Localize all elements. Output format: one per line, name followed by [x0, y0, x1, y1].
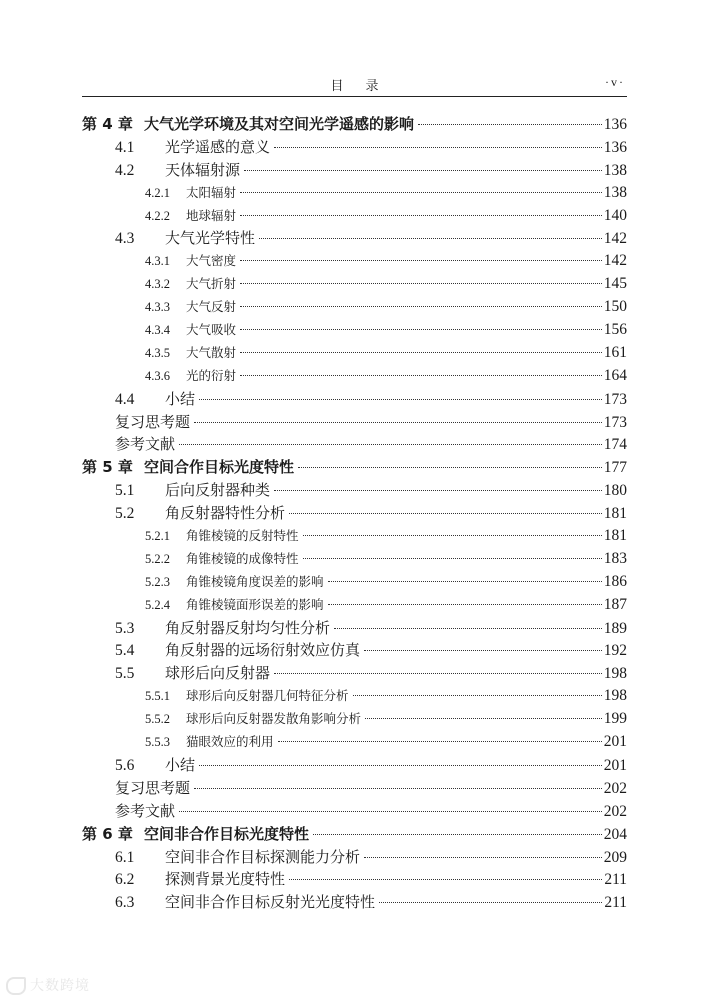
toc-entry-title: 大气光学环境及其对空间光学遥感的影响: [144, 115, 415, 133]
toc-entry-sub[interactable]: [82, 273, 627, 296]
dot-leader: [244, 170, 602, 171]
toc-entry-sub[interactable]: [82, 548, 627, 571]
toc-entry-chapter[interactable]: [82, 113, 627, 136]
toc-entry-sub[interactable]: [82, 731, 627, 754]
toc-entry-number: 6.2: [115, 871, 135, 889]
toc-entry-page: 201: [603, 756, 627, 774]
dot-leader: [328, 581, 602, 582]
dot-leader: [179, 811, 602, 812]
toc-entry-chapter[interactable]: [82, 823, 627, 846]
toc-entry-page: 164: [603, 366, 627, 384]
toc-entry-page: 161: [603, 343, 627, 361]
header-page-number: ·v·: [605, 75, 625, 89]
toc-entry-number: 4.2: [115, 161, 135, 179]
toc-entry-title: 复习思考题: [115, 778, 191, 797]
toc-entry-page: 183: [603, 549, 627, 567]
dot-leader: [298, 467, 602, 468]
toc-entry-sub[interactable]: [82, 365, 627, 388]
dot-leader: [240, 352, 602, 353]
toc-entry-number: 5.1: [115, 482, 135, 500]
toc-entry-title: 小结: [165, 755, 196, 774]
toc-entry-section[interactable]: [82, 479, 627, 502]
toc-entry-title: 角反射器特性分析: [165, 504, 286, 523]
toc-entry-number: 5.2.3: [145, 574, 170, 589]
toc-entry-title: 大气散射: [186, 344, 237, 360]
toc-entry-sub[interactable]: [82, 594, 627, 617]
dot-leader: [240, 192, 602, 193]
toc-entry-page: 140: [603, 206, 627, 224]
toc-entry-title: 光的衍射: [186, 367, 237, 383]
toc-entry-number: 5.2.2: [145, 551, 170, 566]
toc-entry-number: 5.4: [115, 642, 135, 660]
dot-leader: [334, 628, 602, 629]
toc-entry-extra[interactable]: [82, 433, 627, 456]
toc-entry-section[interactable]: [82, 502, 627, 525]
toc-entry-sub[interactable]: [82, 250, 627, 273]
dot-leader: [303, 535, 602, 536]
toc-entry-page: 192: [603, 642, 627, 660]
toc-entry-number: 5.2: [115, 505, 135, 523]
toc-entry-page: 142: [603, 252, 627, 270]
watermark: [6, 975, 90, 995]
toc-entry-page: 198: [603, 665, 627, 683]
dot-leader: [274, 147, 602, 148]
toc-entry-chapter[interactable]: [82, 456, 627, 479]
toc-entry-section[interactable]: [82, 136, 627, 159]
toc-entry-title: 空间合作目标光度特性: [144, 458, 295, 477]
toc-entry-section[interactable]: [82, 617, 627, 640]
toc-entry-page: 138: [603, 183, 627, 201]
dot-leader: [240, 375, 602, 376]
dot-leader: [418, 124, 602, 125]
toc-entry-section[interactable]: [82, 754, 627, 777]
toc-entry-number: 6.1: [115, 848, 135, 866]
toc-entry-number: 5.5.2: [145, 712, 170, 727]
toc-entry-section[interactable]: [82, 159, 627, 182]
toc-entry-title: 空间非合作目标反射光光度特性: [165, 893, 376, 912]
page-header: [82, 72, 627, 97]
toc-entry-page: 136: [603, 116, 627, 133]
toc-entry-page: 199: [603, 710, 627, 728]
toc-entry-number: 第 6 章: [82, 824, 133, 843]
dot-leader: [240, 260, 602, 261]
toc-entry-section[interactable]: [82, 891, 627, 914]
dot-leader: [240, 283, 602, 284]
dot-leader: [274, 490, 602, 491]
dot-leader: [379, 902, 602, 903]
header-title: 目录: [330, 79, 401, 94]
toc-entry-number: 4.1: [115, 138, 135, 156]
toc-entry-title: 大气反射: [186, 299, 237, 315]
dot-leader: [365, 718, 602, 719]
toc-entry-section[interactable]: [82, 227, 627, 250]
toc-entry-title: 角锥棱镜面形误差的影响: [186, 596, 324, 612]
toc-entry-title: 参考文献: [115, 801, 176, 820]
toc-entry-title: 角锥棱镜的成像特性: [186, 550, 299, 566]
toc-entry-section[interactable]: [82, 639, 627, 662]
dot-leader: [259, 238, 602, 239]
toc-entry-page: 174: [603, 436, 627, 454]
toc-entry-number: 4.2.1: [145, 185, 170, 200]
toc-entry-title: 大气折射: [186, 276, 237, 292]
dot-leader: [240, 329, 602, 330]
toc-entry-number: 第 5 章: [82, 458, 133, 477]
toc-entry-title: 后向反射器种类: [165, 481, 271, 500]
dot-leader: [289, 513, 602, 514]
toc-entry-page: 177: [603, 459, 627, 477]
dot-leader: [194, 788, 602, 789]
toc-entry-section[interactable]: [82, 868, 627, 891]
toc-entry-title: 复习思考题: [115, 412, 191, 431]
toc-entry-page: 186: [603, 572, 627, 590]
toc-entry-sub[interactable]: [82, 296, 627, 319]
dot-leader: [179, 444, 602, 445]
toc-entry-number: 4.3.2: [145, 277, 170, 292]
dot-leader: [240, 306, 602, 307]
toc-entry-page: 187: [603, 595, 627, 613]
toc-entry-sub[interactable]: [82, 205, 627, 228]
toc-entry-title: 空间非合作目标探测能力分析: [165, 847, 361, 866]
toc-entry-number: 5.5: [115, 665, 135, 683]
toc-entry-number: 6.3: [115, 894, 135, 912]
toc-entry-title: 光学遥感的意义: [165, 137, 271, 156]
toc-entry-page: 211: [604, 894, 627, 912]
toc-entry-title: 大气光学特性: [165, 229, 256, 248]
toc-entry-sub[interactable]: [82, 708, 627, 731]
table-of-contents: [82, 113, 627, 914]
toc-entry-page: 198: [603, 687, 627, 705]
toc-entry-page: 202: [603, 802, 627, 820]
dot-leader: [278, 741, 602, 742]
dot-leader: [240, 215, 602, 216]
toc-entry-number: 第 4 章: [82, 115, 133, 133]
toc-entry-number: 4.3.5: [145, 345, 170, 360]
watermark-text: 大数跨境: [30, 978, 90, 994]
toc-entry-extra[interactable]: [82, 800, 627, 823]
toc-entry-number: 4.4: [115, 390, 135, 408]
toc-entry-number: 4.3.3: [145, 300, 170, 315]
toc-entry-page: 136: [603, 138, 627, 156]
toc-entry-page: 150: [603, 298, 627, 316]
dot-leader: [364, 650, 602, 651]
dot-leader: [194, 422, 602, 423]
watermark-logo-icon: [6, 977, 26, 995]
toc-entry-title: 空间非合作目标光度特性: [144, 824, 310, 843]
toc-entry-number: 4.3.4: [145, 323, 170, 338]
dot-leader: [328, 604, 602, 605]
toc-entry-sub[interactable]: [82, 182, 627, 205]
toc-entry-page: 173: [603, 413, 627, 431]
toc-entry-title: 地球辐射: [186, 207, 237, 223]
toc-entry-sub[interactable]: [82, 319, 627, 342]
toc-entry-page: 142: [603, 230, 627, 248]
toc-entry-sub[interactable]: [82, 685, 627, 708]
toc-entry-section[interactable]: [82, 846, 627, 869]
toc-entry-page: 181: [603, 527, 627, 545]
toc-entry-page: 145: [603, 275, 627, 293]
toc-entry-title: 大气吸收: [186, 322, 237, 338]
toc-entry-page: 209: [603, 848, 627, 866]
toc-entry-extra[interactable]: [82, 411, 627, 434]
toc-entry-number: 4.3.1: [145, 254, 170, 269]
dot-leader: [199, 765, 602, 766]
toc-entry-title: 角锥棱镜角度误差的影响: [186, 573, 324, 589]
toc-entry-page: 202: [603, 779, 627, 797]
toc-entry-sub[interactable]: [82, 571, 627, 594]
toc-entry-page: 156: [603, 321, 627, 339]
toc-entry-title: 球形后向反射器: [165, 664, 271, 683]
toc-entry-title: 角反射器反射均匀性分析: [165, 618, 331, 637]
toc-entry-sub[interactable]: [82, 342, 627, 365]
toc-entry-sub[interactable]: [82, 525, 627, 548]
toc-entry-section[interactable]: [82, 662, 627, 685]
dot-leader: [274, 673, 602, 674]
toc-entry-title: 角反射器的远场衍射效应仿真: [165, 641, 361, 660]
toc-entry-number: 5.5.3: [145, 735, 170, 750]
toc-entry-number: 4.2.2: [145, 208, 170, 223]
toc-entry-page: 201: [603, 733, 627, 751]
toc-entry-title: 小结: [165, 389, 196, 408]
toc-entry-page: 189: [603, 619, 627, 637]
toc-entry-section[interactable]: [82, 388, 627, 411]
toc-entry-number: 5.2.4: [145, 597, 170, 612]
toc-entry-number: 5.5.1: [145, 689, 170, 704]
toc-entry-title: 猫眼效应的利用: [186, 734, 274, 750]
toc-entry-page: 173: [603, 390, 627, 408]
toc-entry-page: 181: [603, 505, 627, 523]
toc-entry-title: 球形后向反射器发散角影响分析: [186, 711, 362, 727]
dot-leader: [353, 695, 602, 696]
toc-entry-title: 球形后向反射器几何特征分析: [186, 688, 349, 704]
dot-leader: [289, 879, 602, 880]
dot-leader: [199, 399, 602, 400]
dot-leader: [313, 834, 602, 835]
toc-entry-page: 180: [603, 482, 627, 500]
toc-entry-title: 探测背景光度特性: [165, 870, 286, 889]
dot-leader: [364, 857, 602, 858]
toc-entry-page: 138: [603, 161, 627, 179]
toc-entry-title: 大气密度: [186, 253, 237, 269]
toc-entry-number: 5.6: [115, 756, 135, 774]
toc-entry-extra[interactable]: [82, 777, 627, 800]
dot-leader: [303, 558, 602, 559]
toc-entry-title: 参考文献: [115, 435, 176, 454]
toc-entry-title: 天体辐射源: [165, 160, 241, 179]
toc-entry-number: 4.3.6: [145, 368, 170, 383]
toc-entry-number: 5.2.1: [145, 529, 170, 544]
toc-entry-number: 5.3: [115, 619, 135, 637]
toc-entry-number: 4.3: [115, 230, 135, 248]
toc-entry-title: 角锥棱镜的反射特性: [186, 528, 299, 544]
toc-entry-page: 204: [603, 825, 627, 843]
toc-entry-page: 211: [604, 871, 627, 889]
toc-entry-title: 太阳辐射: [186, 184, 237, 200]
